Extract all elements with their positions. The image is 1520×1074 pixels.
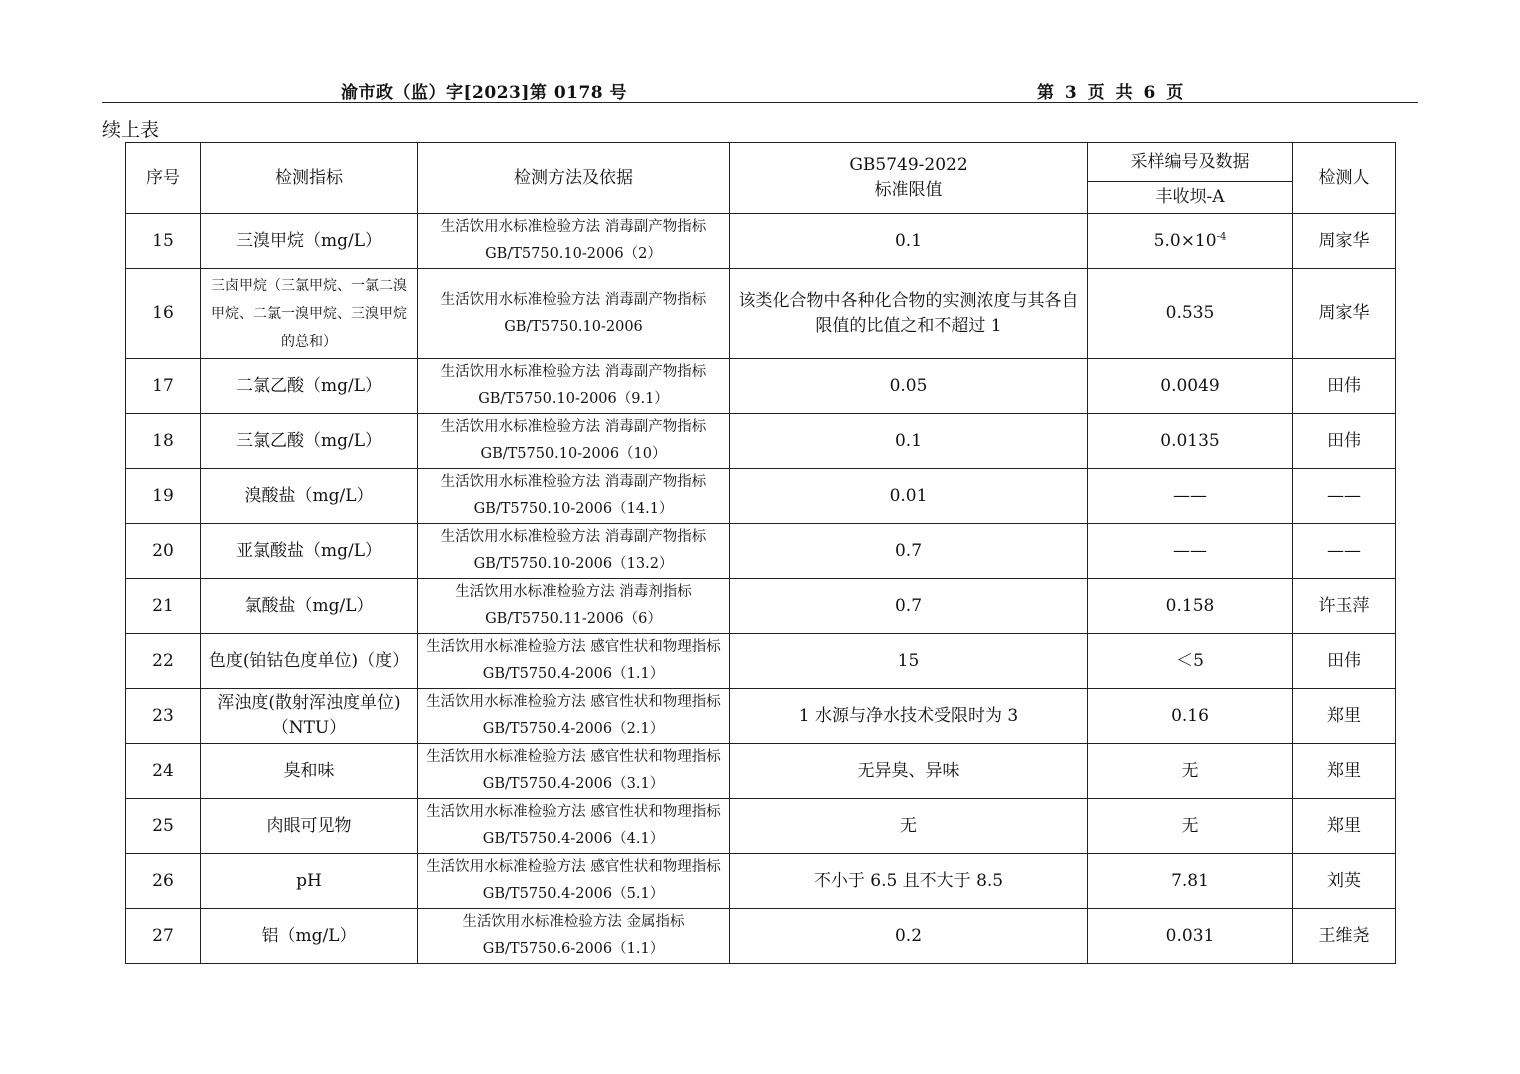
cell-inspector: 郑里 bbox=[1293, 744, 1396, 799]
cell-item: 臭和味 bbox=[201, 744, 418, 799]
cell-limit: 无异臭、异味 bbox=[730, 744, 1088, 799]
table-row bbox=[126, 579, 1396, 634]
cell-value: —— bbox=[1088, 524, 1293, 579]
cell-seq: 24 bbox=[126, 744, 201, 799]
table-row bbox=[126, 359, 1396, 414]
cell-seq: 15 bbox=[126, 214, 201, 269]
cell-method: 生活饮用水标准检验方法 消毒副产物指标 GB/T5750.10-2006（9.1） bbox=[418, 359, 730, 414]
cell-method: 生活饮用水标准检验方法 感官性状和物理指标 GB/T5750.4-2006（3.1） bbox=[418, 744, 730, 799]
cell-value: 无 bbox=[1088, 799, 1293, 854]
cell-item: 溴酸盐（mg/L） bbox=[201, 469, 418, 524]
cell-limit: 0.7 bbox=[730, 579, 1088, 634]
cell-value: 0.535 bbox=[1088, 269, 1293, 359]
cell-item: 氯酸盐（mg/L） bbox=[201, 579, 418, 634]
cell-seq: 23 bbox=[126, 689, 201, 744]
cell-limit: 0.2 bbox=[730, 909, 1088, 964]
cell-inspector: —— bbox=[1293, 524, 1396, 579]
cell-item: 二氯乙酸（mg/L） bbox=[201, 359, 418, 414]
cell-method: 生活饮用水标准检验方法 金属指标 GB/T5750.6-2006（1.1） bbox=[418, 909, 730, 964]
cell-value: 0.031 bbox=[1088, 909, 1293, 964]
header-standard-label: 标准限值 bbox=[874, 180, 943, 200]
cell-limit: 不小于 6.5 且不大于 8.5 bbox=[730, 854, 1088, 909]
table-row bbox=[126, 689, 1396, 744]
cell-seq: 18 bbox=[126, 414, 201, 469]
header-method: 检测方法及依据 bbox=[418, 143, 730, 214]
cell-item: 浑浊度(散射浑浊度单位)（NTU） bbox=[201, 689, 418, 744]
cell-inspector: 许玉萍 bbox=[1293, 579, 1396, 634]
cell-value: 无 bbox=[1088, 744, 1293, 799]
cell-item: 色度(铂钴色度单位)（度） bbox=[201, 634, 418, 689]
cell-value: 0.0049 bbox=[1088, 359, 1293, 414]
cell-seq: 21 bbox=[126, 579, 201, 634]
cell-method: 生活饮用水标准检验方法 消毒副产物指标 GB/T5750.10-2006（14.1） bbox=[418, 469, 730, 524]
cell-inspector: 田伟 bbox=[1293, 359, 1396, 414]
cell-inspector: 周家华 bbox=[1293, 269, 1396, 359]
cell-method: 生活饮用水标准检验方法 消毒副产物指标 GB/T5750.10-2006（13.2） bbox=[418, 524, 730, 579]
cell-inspector: 郑里 bbox=[1293, 799, 1396, 854]
table-row bbox=[126, 909, 1396, 964]
cell-item: 三卤甲烷（三氯甲烷、一氯二溴甲烷、二氯一溴甲烷、三溴甲烷的总和） bbox=[201, 269, 418, 359]
cell-seq: 16 bbox=[126, 269, 201, 359]
header-seq: 序号 bbox=[126, 143, 201, 214]
table-row bbox=[126, 854, 1396, 909]
cell-item: pH bbox=[201, 854, 418, 909]
document-number: 渝市政（监）字[2023]第 0178 号 bbox=[341, 83, 628, 103]
cell-limit: 无 bbox=[730, 799, 1088, 854]
cell-method: 生活饮用水标准检验方法 消毒剂指标 GB/T5750.11-2006（6） bbox=[418, 579, 730, 634]
cell-method: 生活饮用水标准检验方法 感官性状和物理指标 GB/T5750.4-2006（4.1） bbox=[418, 799, 730, 854]
header-inspector: 检测人 bbox=[1293, 143, 1396, 214]
cell-method: 生活饮用水标准检验方法 消毒副产物指标 GB/T5750.10-2006（2） bbox=[418, 214, 730, 269]
header-standard-code: GB5749-2022 bbox=[849, 155, 968, 175]
header-row bbox=[126, 143, 1396, 182]
page-info: 第 3 页 共 6 页 bbox=[1037, 83, 1184, 103]
cell-inspector: 田伟 bbox=[1293, 634, 1396, 689]
header-sample-group: 采样编号及数据 bbox=[1088, 143, 1293, 182]
cell-limit: 1 水源与净水技术受限时为 3 bbox=[730, 689, 1088, 744]
cell-seq: 20 bbox=[126, 524, 201, 579]
table-row bbox=[126, 799, 1396, 854]
cell-method: 生活饮用水标准检验方法 感官性状和物理指标 GB/T5750.4-2006（1.1） bbox=[418, 634, 730, 689]
cell-limit: 0.05 bbox=[730, 359, 1088, 414]
cell-inspector: 王维尧 bbox=[1293, 909, 1396, 964]
cell-seq: 22 bbox=[126, 634, 201, 689]
header-standard bbox=[730, 143, 1088, 214]
cell-inspector: 周家华 bbox=[1293, 214, 1396, 269]
cell-inspector: 郑里 bbox=[1293, 689, 1396, 744]
table-row bbox=[126, 634, 1396, 689]
table-row bbox=[126, 744, 1396, 799]
cell-inspector: —— bbox=[1293, 469, 1396, 524]
header-rule bbox=[102, 102, 1418, 103]
cell-value: 0.16 bbox=[1088, 689, 1293, 744]
cell-method: 生活饮用水标准检验方法 感官性状和物理指标 GB/T5750.4-2006（2.1） bbox=[418, 689, 730, 744]
cell-limit: 0.1 bbox=[730, 414, 1088, 469]
cell-item: 亚氯酸盐（mg/L） bbox=[201, 524, 418, 579]
cell-seq: 19 bbox=[126, 469, 201, 524]
continued-label: 续上表 bbox=[102, 119, 160, 141]
cell-value: ＜5 bbox=[1088, 634, 1293, 689]
header-sample-id: 丰收坝-A bbox=[1088, 182, 1293, 214]
header-item: 检测指标 bbox=[201, 143, 418, 214]
cell-item: 三氯乙酸（mg/L） bbox=[201, 414, 418, 469]
cell-value: 0.158 bbox=[1088, 579, 1293, 634]
cell-seq: 26 bbox=[126, 854, 201, 909]
cell-item: 三溴甲烷（mg/L） bbox=[201, 214, 418, 269]
table-row bbox=[126, 524, 1396, 579]
cell-limit: 15 bbox=[730, 634, 1088, 689]
exponent: -4 bbox=[1216, 230, 1227, 242]
table-row bbox=[126, 214, 1396, 269]
cell-inspector: 田伟 bbox=[1293, 414, 1396, 469]
cell-method: 生活饮用水标准检验方法 消毒副产物指标 GB/T5750.10-2006（10） bbox=[418, 414, 730, 469]
cell-item: 肉眼可见物 bbox=[201, 799, 418, 854]
cell-method: 生活饮用水标准检验方法 消毒副产物指标 GB/T5750.10-2006 bbox=[418, 269, 730, 359]
cell-method: 生活饮用水标准检验方法 感官性状和物理指标 GB/T5750.4-2006（5.1） bbox=[418, 854, 730, 909]
table-row bbox=[126, 269, 1396, 359]
cell-value: $5.0\times 10^{-4}$ bbox=[1088, 214, 1293, 269]
table-row bbox=[126, 469, 1396, 524]
table-row bbox=[126, 414, 1396, 469]
cell-seq: 17 bbox=[126, 359, 201, 414]
cell-seq: 25 bbox=[126, 799, 201, 854]
cell-value: 7.81 bbox=[1088, 854, 1293, 909]
cell-value: —— bbox=[1088, 469, 1293, 524]
cell-limit: 0.7 bbox=[730, 524, 1088, 579]
results-table bbox=[125, 142, 1396, 964]
cell-item: 铝（mg/L） bbox=[201, 909, 418, 964]
cell-limit: 0.1 bbox=[730, 214, 1088, 269]
cell-limit: 该类化合物中各种化合物的实测浓度与其各自限值的比值之和不超过 1 bbox=[730, 269, 1088, 359]
cell-inspector: 刘英 bbox=[1293, 854, 1396, 909]
cell-limit: 0.01 bbox=[730, 469, 1088, 524]
cell-value: 0.0135 bbox=[1088, 414, 1293, 469]
cell-seq: 27 bbox=[126, 909, 201, 964]
